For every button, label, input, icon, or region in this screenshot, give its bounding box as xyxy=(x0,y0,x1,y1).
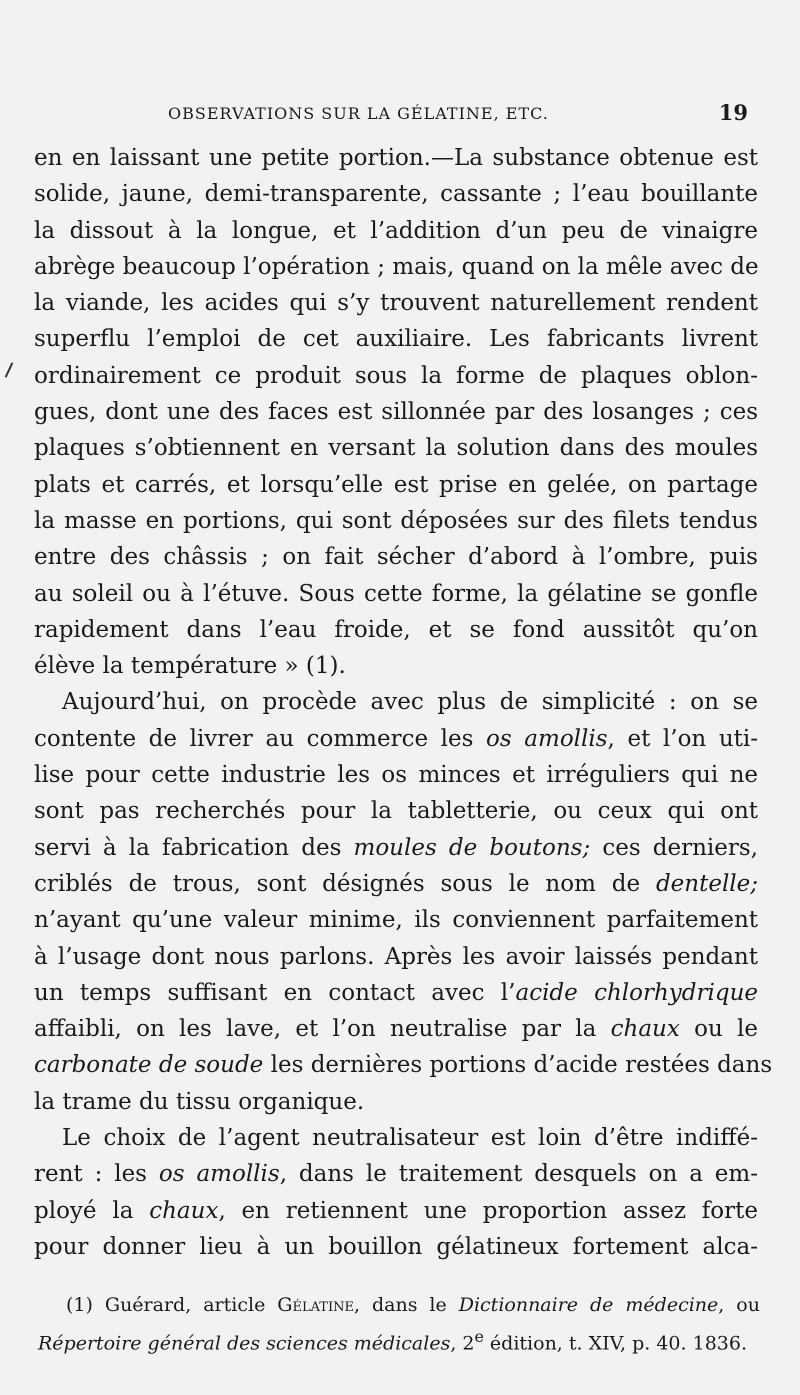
footnote-text: (1) Guérard, article xyxy=(66,1294,266,1316)
text-line: élève la température » (1). xyxy=(34,653,346,680)
body-text xyxy=(34,140,773,1265)
text-line: abrège beaucoup l’opération ; mais, quand on la mêle avec de xyxy=(34,253,759,280)
text-run: , et l’on uti- xyxy=(607,725,759,752)
text-line: n’ayant qu’une valeur minime, ils conviennent parfaitement xyxy=(34,907,758,934)
paragraph-3 xyxy=(34,1120,758,1265)
text-line: au soleil ou à l’étuve. Sous cette forme, la gélatine se gonfle xyxy=(34,580,758,607)
footnote-line xyxy=(38,1290,760,1321)
text-run: affaibli, on les lave, et l’on neutralise par la xyxy=(34,1016,597,1043)
footnote-superscript: e xyxy=(474,1327,484,1346)
footnote-text: , dans le xyxy=(353,1294,447,1316)
page-header xyxy=(168,100,748,130)
text-line xyxy=(34,975,758,1011)
italic-term: carbonate de soude xyxy=(34,1052,264,1079)
text-line: plats et carrés, et lorsqu’elle est prise en gelée, on partage xyxy=(34,471,758,498)
margin-pencil-mark xyxy=(5,362,14,377)
italic-term: os amollis xyxy=(486,725,608,752)
text-line: sont pas recherchés pour la tabletterie, ou ceux qui ont xyxy=(34,798,758,825)
footnote-italic: Dictionnaire de médecine xyxy=(458,1294,719,1316)
footnote-text: , 2 xyxy=(450,1332,475,1355)
paragraph-2 xyxy=(34,684,773,1120)
text-line: pour donner lieu à un bouillon gélatineux fortement alca- xyxy=(34,1233,758,1260)
text-line: la viande, les acides qui s’y trouvent naturellement rendent xyxy=(34,290,758,317)
text-line: en en laissant une petite portion.—La substance obtenue est xyxy=(34,145,758,171)
text-line: Aujourd’hui, on procède avec plus de simplicité : on se xyxy=(62,689,758,716)
text-line xyxy=(34,1156,758,1192)
italic-term: moules de boutons; xyxy=(353,834,591,861)
page-number: 19 xyxy=(718,100,748,125)
text-line: solide, jaune, demi-transparente, cassante ; l’eau bouillante xyxy=(34,181,758,208)
text-line xyxy=(34,1047,773,1083)
text-run: contente de livrer au commerce les xyxy=(34,725,474,752)
text-line: lise pour cette industrie les os minces et irréguliers qui ne xyxy=(34,762,758,789)
text-run: ou le xyxy=(694,1016,758,1043)
text-line: gues, dont une des faces est sillonnée par des losanges ; ces xyxy=(34,399,758,426)
text-run: , en retiennent une proportion assez forte xyxy=(218,1197,759,1224)
text-line: plaques s’obtiennent en versant la solution dans des moules xyxy=(34,435,758,462)
italic-term: acide chlorhydrique xyxy=(515,979,758,1006)
text-line xyxy=(34,1011,758,1047)
italic-term: chaux xyxy=(149,1197,219,1224)
text-line: entre des châssis ; on fait sécher d’abord à l’ombre, puis xyxy=(34,544,758,571)
footnote xyxy=(38,1290,760,1359)
footnote-text: édition, t. XIV, p. 40. 1836. xyxy=(483,1332,747,1355)
text-line: la trame du tissu organique. xyxy=(34,1088,365,1115)
text-line: la dissout à la longue, et l’addition d’un peu de vinaigre xyxy=(34,217,758,244)
text-line: rapidement dans l’eau froide, et se fond aussitôt qu’on xyxy=(34,616,758,643)
text-line: la masse en portions, qui sont déposées sur des filets tendus xyxy=(34,507,758,534)
text-line xyxy=(34,866,758,902)
text-line xyxy=(34,721,758,757)
text-run: un temps suffisant en contact avec l’ xyxy=(34,979,516,1006)
footnote-italic: Répertoire général des sciences médicales xyxy=(38,1332,451,1355)
paragraph-1 xyxy=(34,140,758,684)
footnote-smallcaps: Gélatine xyxy=(277,1294,354,1316)
text-line xyxy=(34,1193,758,1229)
running-title: OBSERVATIONS SUR LA GÉLATINE, ETC. xyxy=(168,104,549,123)
text-line: à l’usage dont nous parlons. Après les avoir laissés pendant xyxy=(34,943,758,970)
footnote-text: , ou xyxy=(718,1294,760,1316)
text-run: ces derniers, xyxy=(602,834,758,861)
text-line xyxy=(34,830,758,866)
text-line: superflu l’emploi de cet auxiliaire. Les fabricants livrent xyxy=(34,326,758,353)
text-run: servi à la fabrication des xyxy=(34,834,342,861)
text-run: ployé la xyxy=(34,1197,134,1224)
italic-term: os amollis xyxy=(158,1161,280,1188)
text-line: ordinairement ce produit sous la forme de plaques oblon- xyxy=(34,362,758,389)
footnote-line xyxy=(38,1321,760,1359)
text-run: , dans le traitement desquels on a em- xyxy=(279,1161,759,1188)
italic-term: dentelle; xyxy=(655,870,759,897)
text-run: criblés de trous, sont désignés sous le nom de xyxy=(34,870,641,897)
text-run: les dernières portions d’acide restées dans xyxy=(270,1052,773,1079)
text-line: Le choix de l’agent neutralisateur est loin d’être indiffé- xyxy=(62,1125,758,1152)
text-run: rent : les xyxy=(34,1161,147,1188)
italic-term: chaux xyxy=(610,1016,680,1043)
